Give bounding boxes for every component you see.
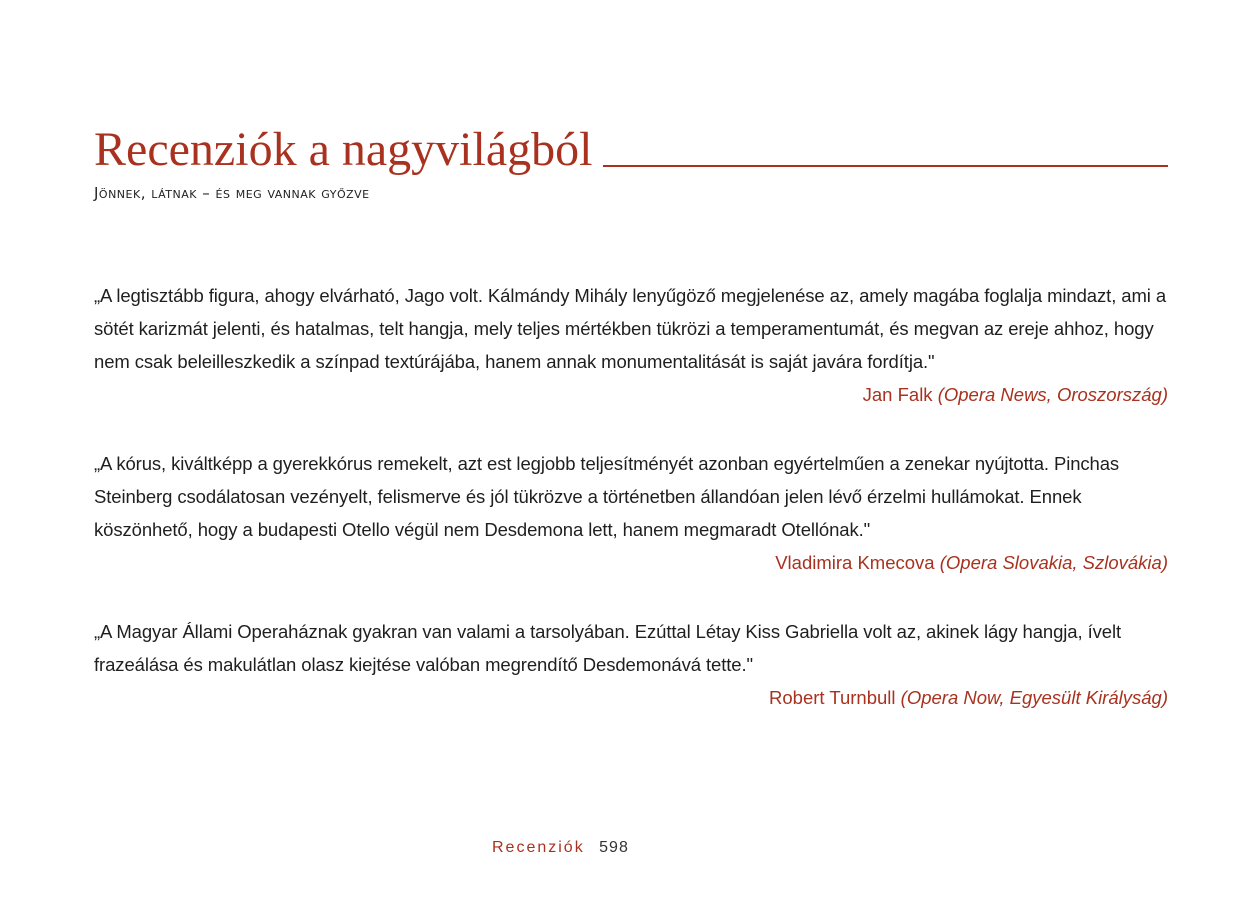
quote-text: „A Magyar Állami Operaháznak gyakran van valami a tarsolyában. Ezúttal Létay Kiss Gabriella volt az, akinek lágy hangja, ívelt frazeálása és makulátlan olasz kiejtése valóban megrendítő Desdemonává tette." bbox=[94, 621, 1122, 675]
quote-source: (Opera News, Oroszország) bbox=[937, 384, 1168, 405]
quote-text: „A legtisztább figura, ahogy elvárható, Jago volt. Kálmándy Mihály lenyűgöző megjelenése az, amely magába foglalja mindazt, ami a sötét karizmát jelenti, és hatalmas, telt hangja, mely teljes mértékben tükrözi a temperamentumát, és megvan az ereje ahhoz, hogy nem csak beleilleszkedik a színpad textúrájába, hanem annak monumentalitását is saját javára fordítja." bbox=[94, 285, 1167, 372]
footer-section-label: Recenziók bbox=[492, 839, 585, 856]
quote-author: Robert Turnbull bbox=[769, 687, 896, 708]
quote-author: Vladimira Kmecova bbox=[775, 552, 935, 573]
page-title: Recenziók a nagyvilágból bbox=[94, 123, 593, 176]
quote-attribution bbox=[94, 546, 1168, 579]
quote-text: „A kórus, kiváltképp a gyerekkórus remekelt, azt est legjobb teljesítményét azonban egyértelműen a zenekar nyújtotta. Pinchas Steinberg csodálatosan vezényelt, felismerve és jól tükrözve a történetben állandóan jelen lévő érzelmi hullámokat. Ennek köszönhető, hogy a budapesti Otello végül nem Desdemona lett, hanem megmaradt Otellónak." bbox=[94, 453, 1120, 540]
page-subtitle: Jönnek, látnak – és meg vannak győzve bbox=[94, 184, 370, 202]
quote-source: (Opera Now, Egyesült Királyság) bbox=[900, 687, 1168, 708]
page-number: 598 bbox=[599, 839, 629, 856]
quote-block-2 bbox=[94, 447, 1168, 579]
title-row bbox=[94, 122, 1168, 178]
quote-attribution bbox=[94, 378, 1168, 411]
quote-source: (Opera Slovakia, Szlovákia) bbox=[939, 552, 1168, 573]
title-rule bbox=[603, 165, 1169, 167]
quote-block-1 bbox=[94, 279, 1168, 411]
quote-attribution bbox=[94, 681, 1168, 714]
quote-block-3 bbox=[94, 615, 1168, 714]
quote-author: Jan Falk bbox=[862, 384, 933, 405]
page-footer bbox=[492, 836, 629, 860]
